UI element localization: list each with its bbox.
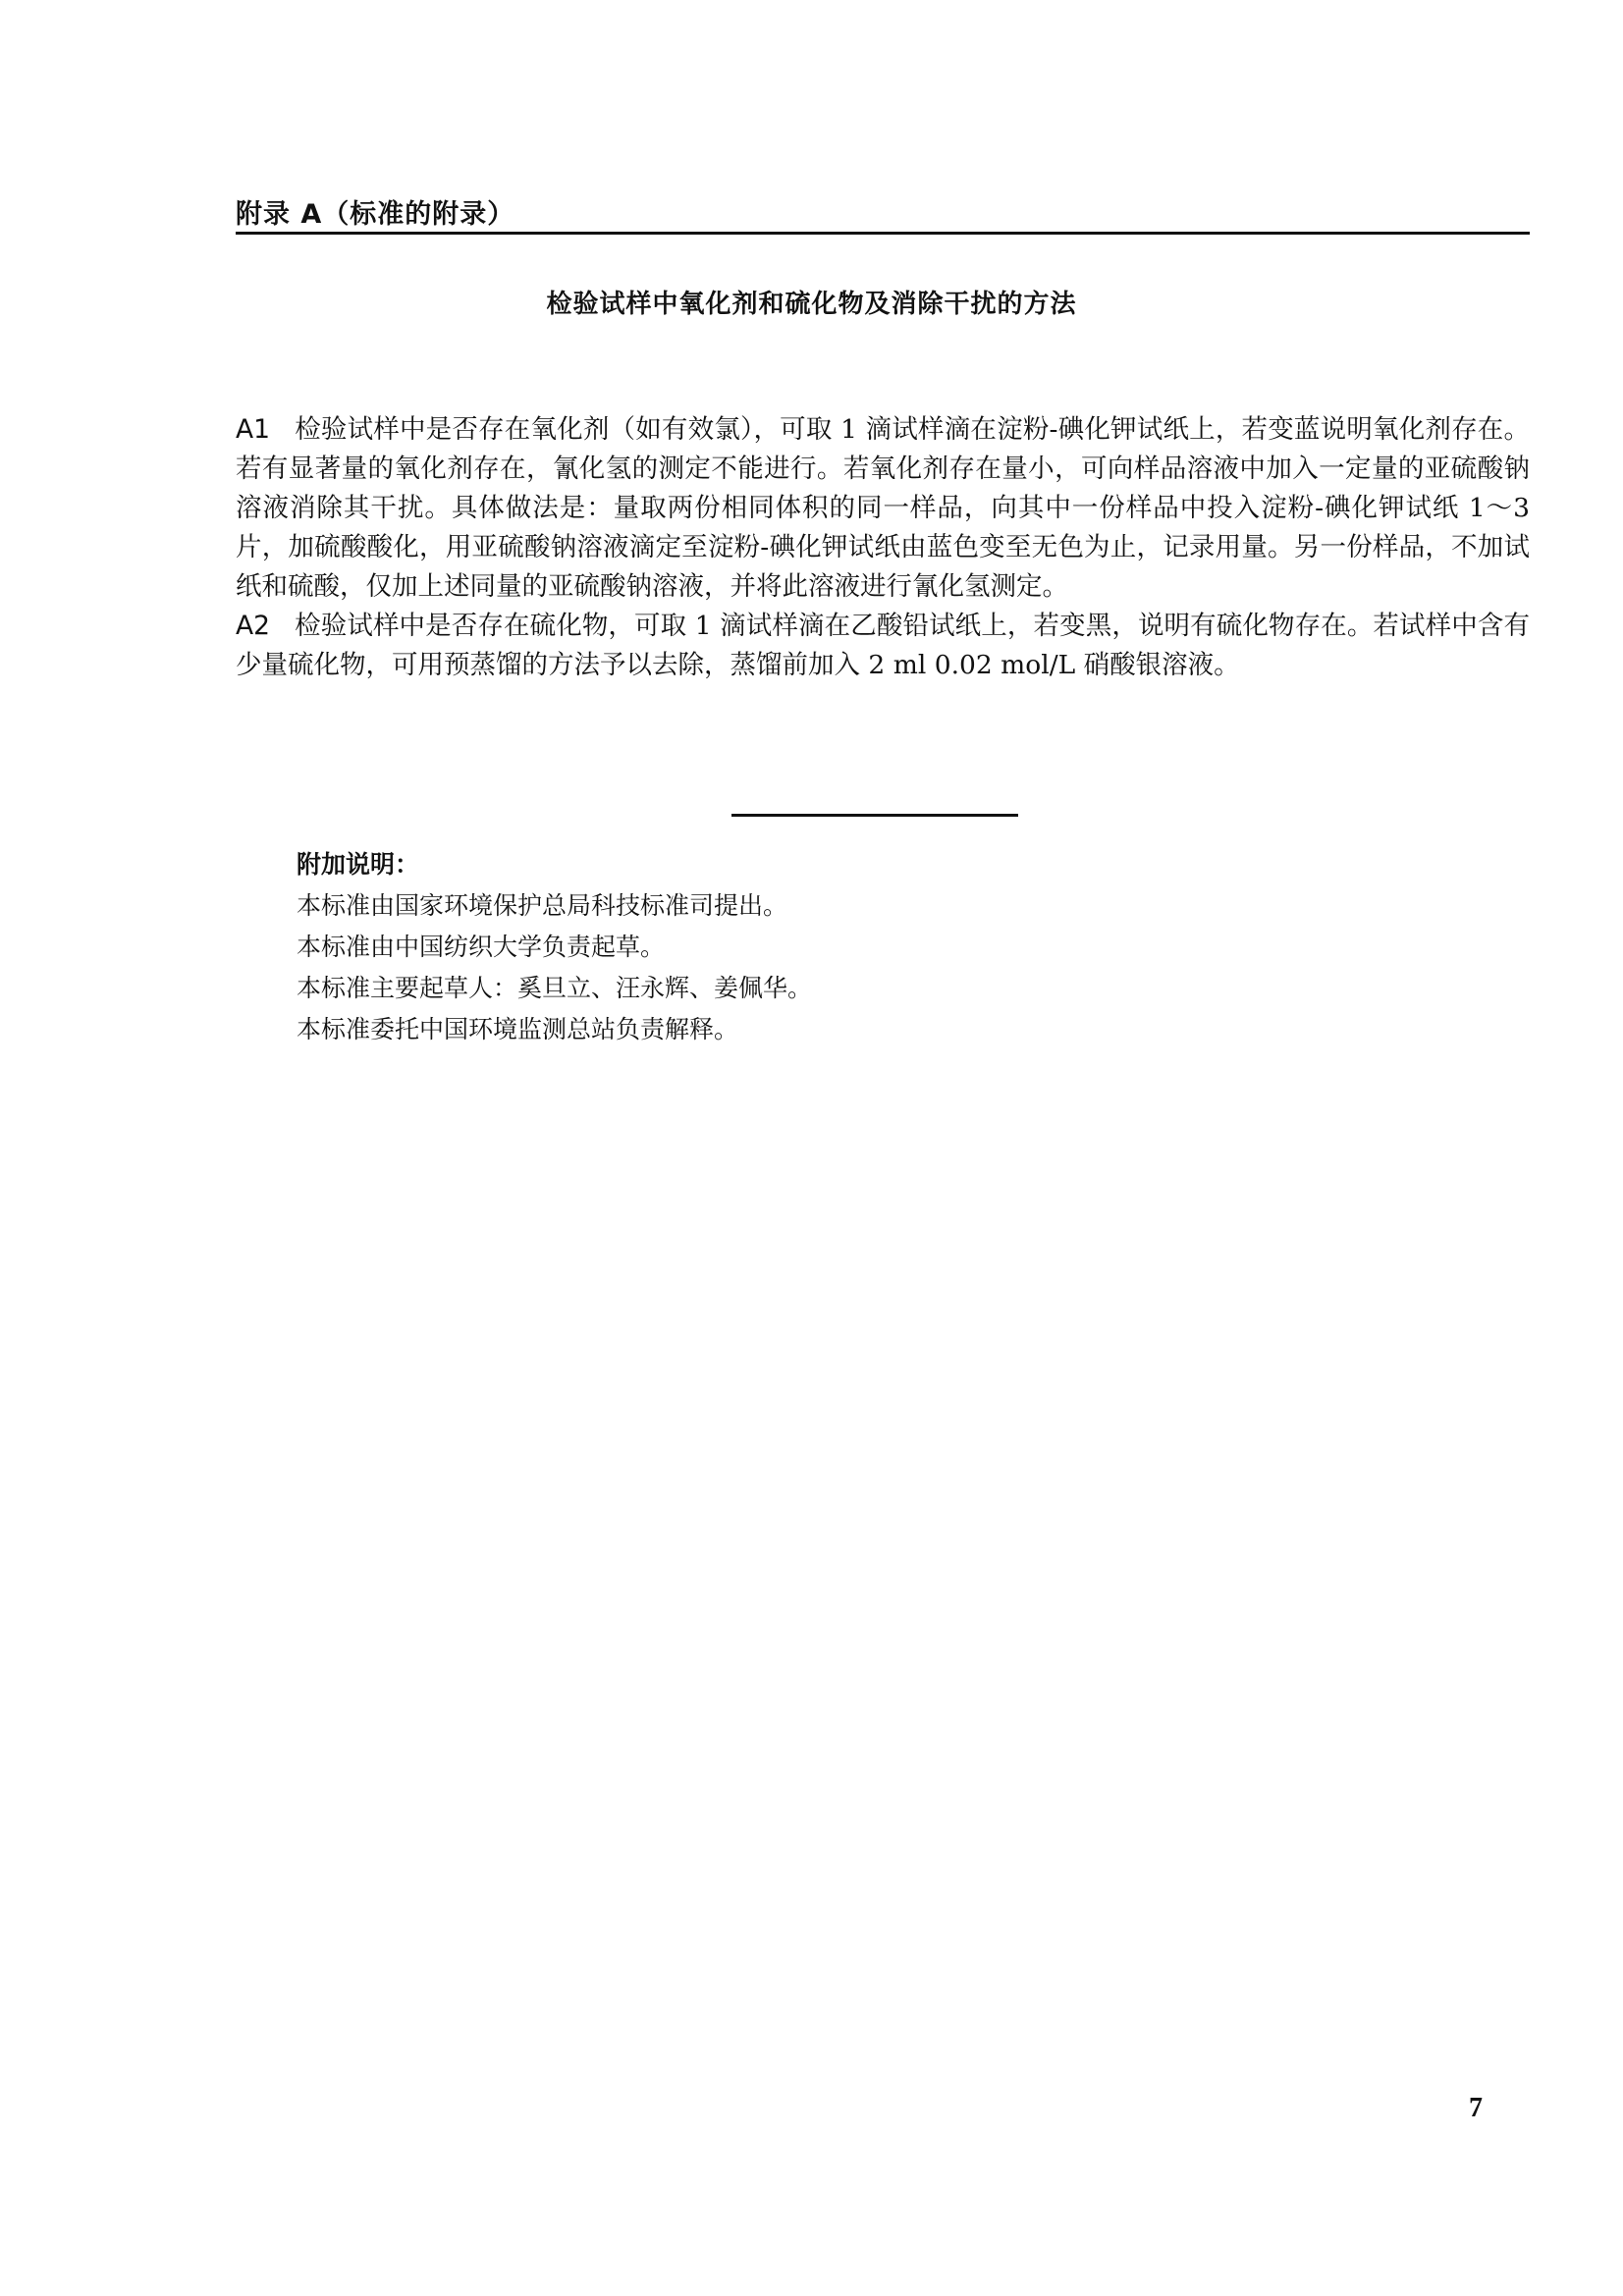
paragraph-number: A1 [236,414,270,445]
note-line: 本标准主要起草人：奚旦立、汪永辉、姜佩华。 [297,974,813,1002]
paragraph-number: A2 [236,611,270,641]
notes-heading: 附加说明： [297,850,420,879]
end-of-appendix-rule [731,814,1018,817]
paragraph-text: 检验试样中是否存在硫化物，可取 1 滴试样滴在乙酸铅试纸上，若变黑，说明有硫化物存在。若试样中含有少量硫化物，可用预蒸馏的方法予以去除，蒸馏前加入 2 ml 0.02 mol/L 硝酸银溶液。 [236,611,1530,680]
paragraph-a1 [236,410,1530,607]
header-rule [236,232,1530,235]
paragraph-text: 检验试样中是否存在氧化剂（如有效氯），可取 1 滴试样滴在淀粉-碘化钾试纸上，若变蓝说明氧化剂存在。若有显著量的氧化剂存在，氰化氢的测定不能进行。若氧化剂存在量小，可向样品溶液中加入一定量的亚硫酸钠溶液消除其干扰。具体做法是：量取两份相同体积的同一样品，向其中一份样品中投入淀粉-碘化钾试纸 1～3 片，加硫酸酸化，用亚硫酸钠溶液滴定至淀粉-碘化钾试纸由蓝色变至无色为止，记录用量。另一份样品，不加试纸和硫酸，仅加上述同量的亚硫酸钠溶液，并将此溶液进行氰化氢测定。 [236,414,1530,602]
note-line: 本标准由国家环境保护总局科技标准司提出。 [297,891,788,920]
appendix-header-label: 附录 A（标准的附录） [236,199,515,230]
page-number: 7 [1469,2093,1483,2123]
additional-notes [297,844,812,1050]
appendix-body [236,410,1530,685]
paragraph-a2 [236,607,1530,685]
note-line: 本标准委托中国环境监测总站负责解释。 [297,1015,739,1043]
note-line: 本标准由中国纺织大学负责起草。 [297,933,666,961]
appendix-title: 检验试样中氧化剂和硫化物及消除干扰的方法 [546,290,1077,319]
